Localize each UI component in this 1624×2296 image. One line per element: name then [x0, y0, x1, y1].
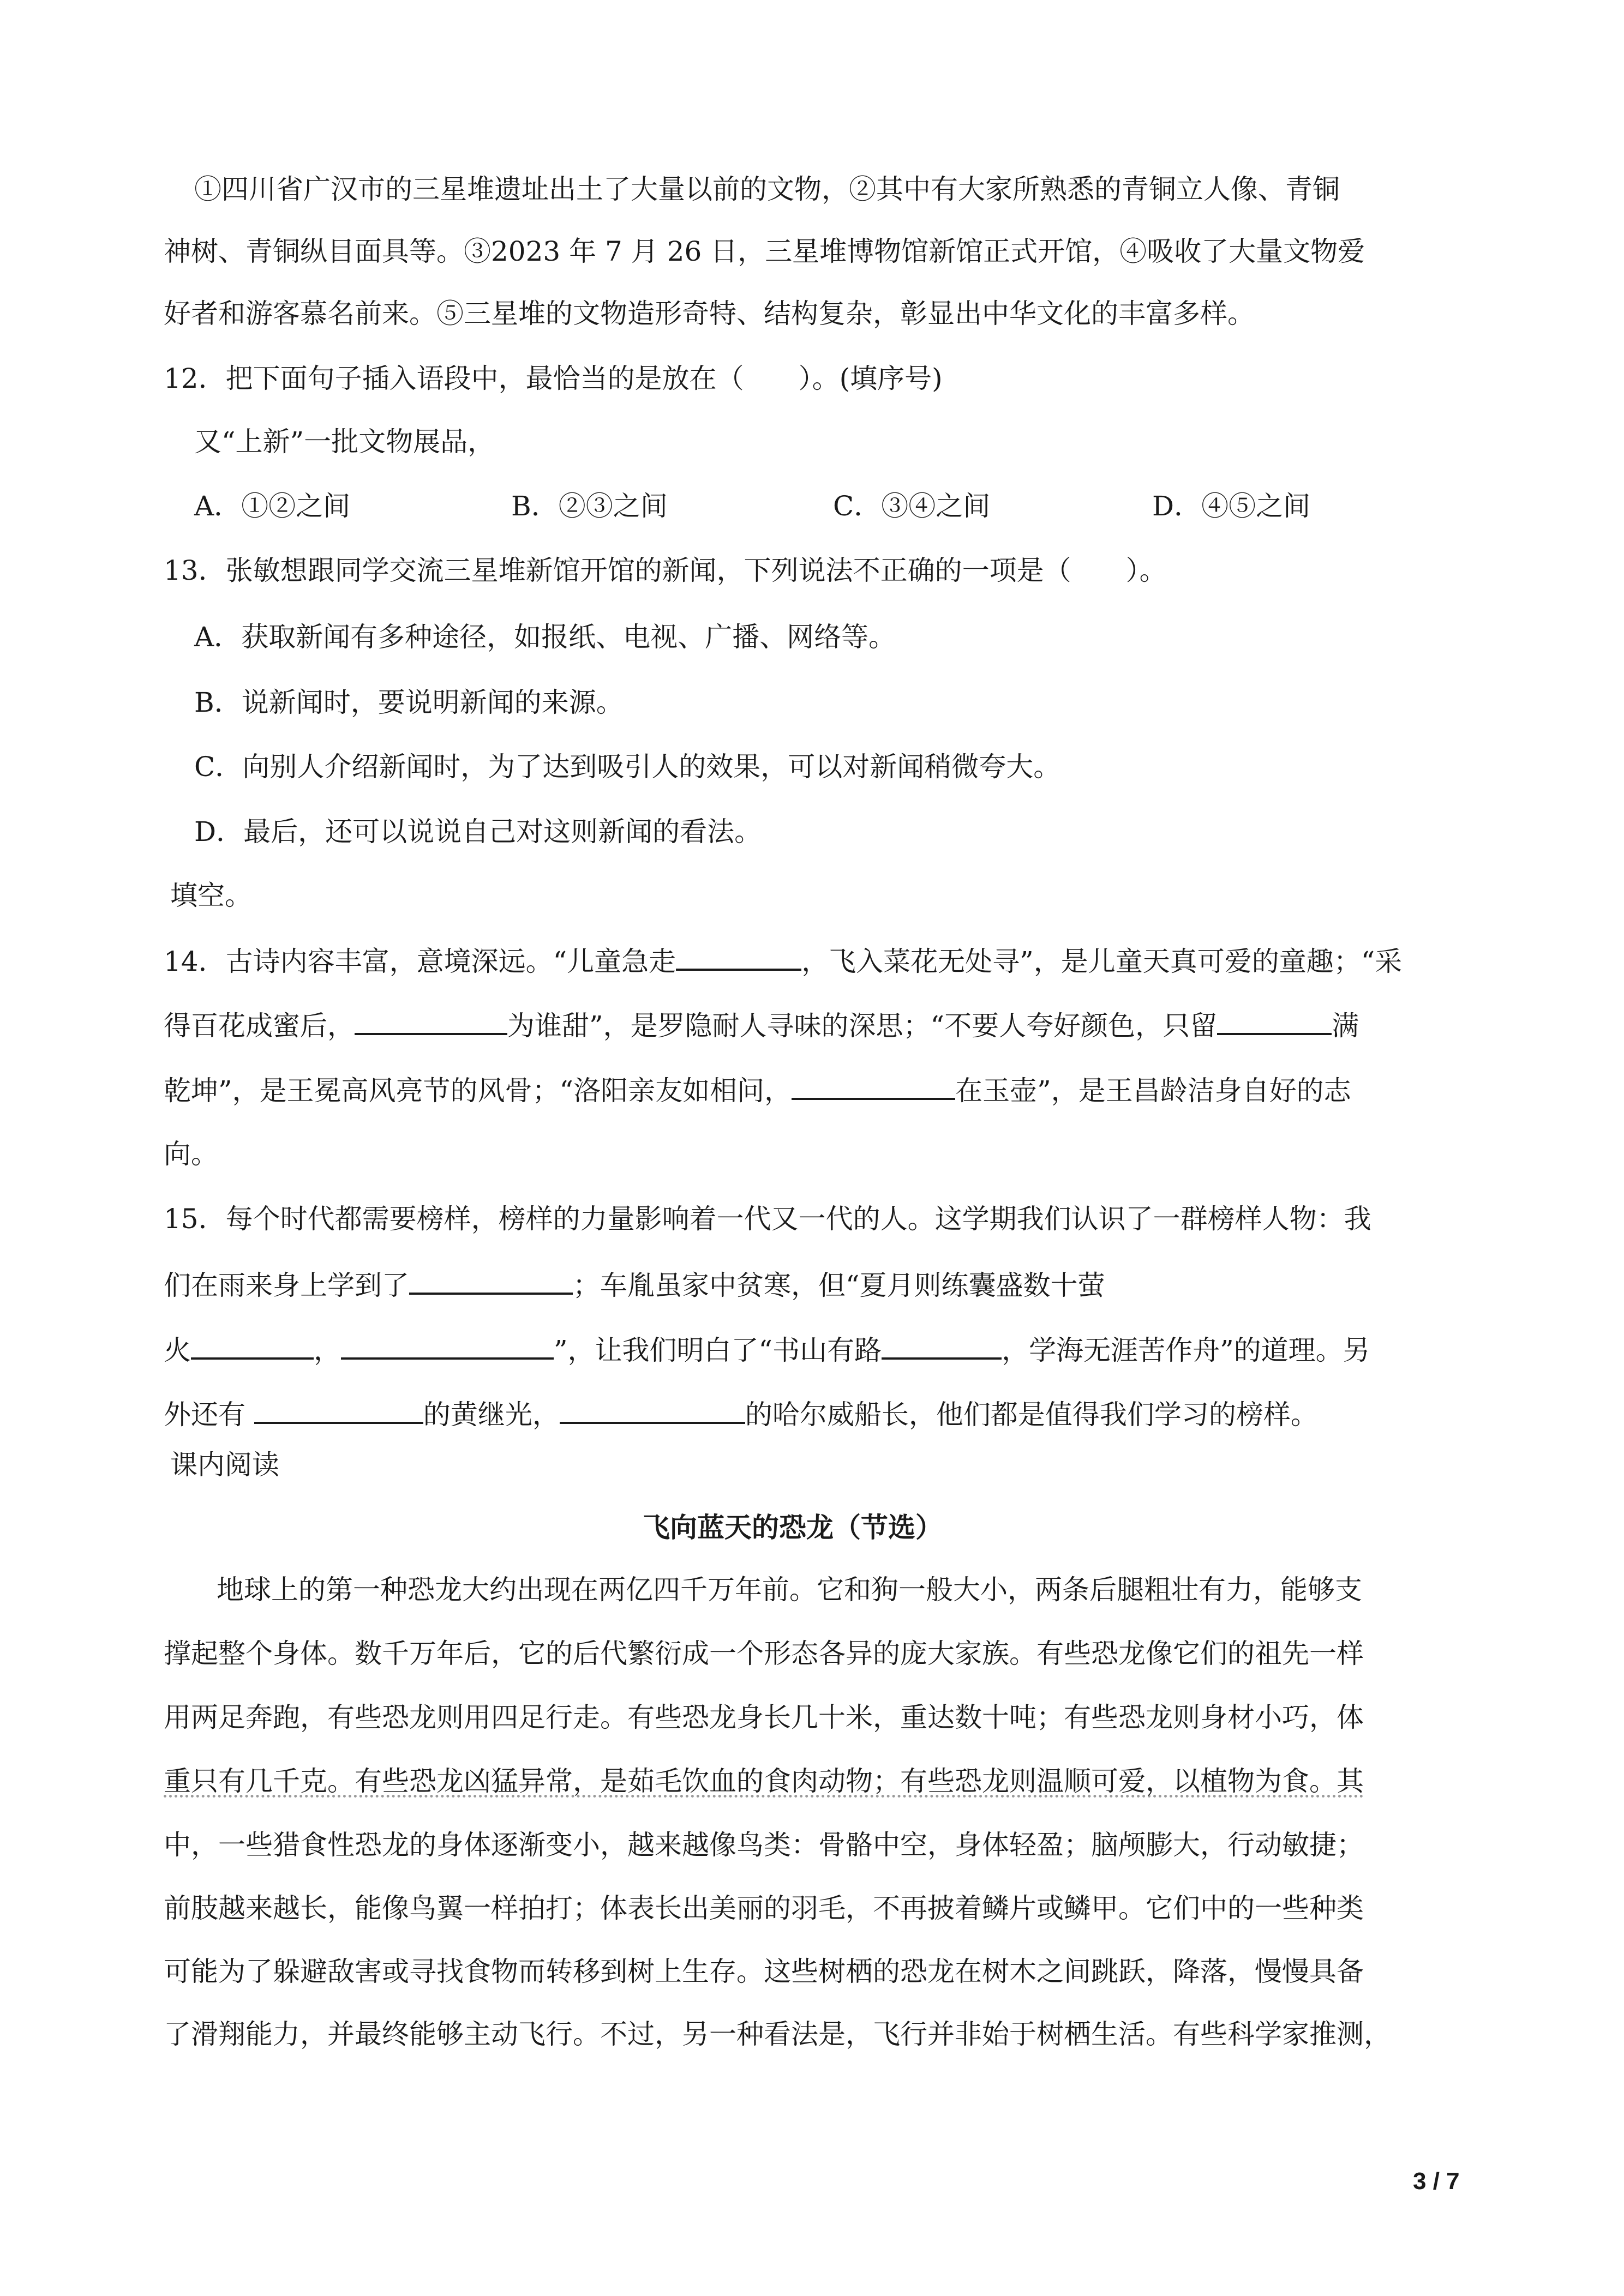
- q14-line-3: [164, 1073, 1351, 1107]
- q15-line-4: [164, 1397, 1318, 1431]
- passage-line-8: 了滑翔能力，并最终能够主动飞行。不过，另一种看法是，飞行并非始于树栖生活。有些科学家推测，: [164, 2018, 1391, 2050]
- q15-text-2b: ；车胤虽家中贫寒，但“夏月则练囊盛数十萤: [573, 1270, 1105, 1301]
- q15-text-3a: 火: [164, 1335, 191, 1366]
- q15-text-2a: 们在雨来身上学到了: [164, 1270, 409, 1301]
- section-reading-heading: 课内阅读: [170, 1449, 279, 1481]
- q15-blank-6[interactable]: [560, 1397, 745, 1424]
- q14-blank-3[interactable]: [1217, 1008, 1332, 1035]
- q15-blank-2[interactable]: [191, 1332, 314, 1360]
- q15-text-3c: ”，让我们明白了“书山有路: [554, 1335, 882, 1366]
- q14-text-2b: 为谁甜”，是罗隐耐人寻味的深思；“不要人夸好颜色，只留: [507, 1010, 1218, 1042]
- q14-text-1b: ，飞入菜花无处寻”，是儿童天真可爱的童趣；“采: [801, 946, 1403, 977]
- intro-line-1: ①四川省广汉市的三星堆遗址出土了大量以前的文物，②其中有大家所熟悉的青铜立人像、青铜: [194, 173, 1340, 205]
- q15-line-2: [164, 1267, 1105, 1302]
- page-number: 3 / 7: [1413, 2168, 1460, 2195]
- passage-line-2: 撑起整个身体。数千万年后，它的后代繁衍成一个形态各异的庞大家族。有些恐龙像它们的祖先一样: [164, 1638, 1364, 1669]
- q15-blank-4[interactable]: [882, 1332, 1002, 1360]
- q13-option-b[interactable]: B．说新闻时，要说明新闻的来源。: [194, 687, 624, 718]
- passage-line-5: 中，一些猎食性恐龙的身体逐渐变小，越来越像鸟类：骨骼中空，身体轻盈；脑颅膨大，行动敏捷；: [164, 1829, 1364, 1861]
- q14-line-4: 向。: [164, 1138, 218, 1170]
- q14-text-2a: 得百花成蜜后，: [164, 1010, 355, 1042]
- q13-option-a[interactable]: A．获取新闻有多种途径，如报纸、电视、广播、网络等。: [194, 621, 896, 653]
- passage-line-4: 重只有几千克。有些恐龙凶猛异常，是茹毛饮血的食肉动物；有些恐龙则温顺可爱，以植物为食。其: [164, 1765, 1364, 1797]
- q13-stem: 13．张敏想跟同学交流三星堆新馆开馆的新闻，下列说法不正确的一项是（ ）。: [164, 555, 1167, 586]
- q12-option-a[interactable]: A．①②之间: [194, 490, 351, 522]
- q13-option-d[interactable]: D．最后，还可以说说自己对这则新闻的看法。: [194, 816, 762, 848]
- section-fill-heading: 填空。: [170, 880, 252, 911]
- q15-text-3d: ，学海无涯苦作舟”的道理。另: [1002, 1335, 1370, 1366]
- q12-stem: 12．把下面句子插入语段中，最恰当的是放在（ ）。(填序号): [164, 363, 943, 394]
- q15-line-3: [164, 1332, 1370, 1367]
- q15-text-4b: 的黄继光，: [423, 1399, 560, 1431]
- q14-text-3b: 在玉壶”，是王昌龄洁身自好的志: [955, 1075, 1351, 1107]
- q14-text-3a: 乾坤”，是王冕高风亮节的风骨；“洛阳亲友如相问，: [164, 1075, 792, 1107]
- q15-blank-3[interactable]: [341, 1332, 554, 1360]
- q15-text-3b: ，: [314, 1335, 341, 1366]
- q12-option-c[interactable]: C．③④之间: [833, 490, 991, 522]
- passage-line-6: 前肢越来越长，能像鸟翼一样拍打；体表长出美丽的羽毛，不再披着鳞片或鳞甲。它们中的一些种类: [164, 1892, 1364, 1924]
- passage-line-7: 可能为了躲避敌害或寻找食物而转移到树上生存。这些树栖的恐龙在树木之间跳跃，降落，慢慢具备: [164, 1956, 1364, 1987]
- passage-title: 飞向蓝天的恐龙（节选）: [643, 1511, 943, 1543]
- q15-text-4c: 的哈尔威船长，他们都是值得我们学习的榜样。: [745, 1399, 1318, 1431]
- q14-blank-4[interactable]: [792, 1073, 955, 1100]
- passage-line-1: 地球上的第一种恐龙大约出现在两亿四千万年前。它和狗一般大小，两条后腿粗壮有力，能够支: [217, 1574, 1362, 1606]
- q14-line-2: [164, 1008, 1359, 1042]
- q14-blank-1[interactable]: [676, 943, 801, 971]
- q12-option-b[interactable]: B．②③之间: [511, 490, 668, 522]
- q14-text-1a: 14．古诗内容丰富，意境深远。“儿童急走: [164, 946, 676, 977]
- q14-line-1: [164, 943, 1402, 978]
- q14-blank-2[interactable]: [355, 1008, 507, 1035]
- q13-option-c[interactable]: C．向别人介绍新闻时，为了达到吸引人的效果，可以对新闻稍微夸大。: [194, 751, 1061, 783]
- q12-option-d[interactable]: D．④⑤之间: [1152, 490, 1311, 522]
- q15-line-1: 15．每个时代都需要榜样，榜样的力量影响着一代又一代的人。这学期我们认识了一群榜样人物：我: [164, 1203, 1371, 1235]
- passage-line-3: 用两足奔跑，有些恐龙则用四足行走。有些恐龙身长几十米，重达数十吨；有些恐龙则身材小巧，体: [164, 1702, 1364, 1733]
- q14-text-2c: 满: [1332, 1010, 1359, 1042]
- intro-line-3: 好者和游客慕名前来。⑤三星堆的文物造形奇特、结构复杂，彰显出中华文化的丰富多样。: [164, 298, 1255, 329]
- q12-sentence: 又“上新”一批文物展品，: [194, 426, 495, 458]
- q15-blank-1[interactable]: [409, 1267, 573, 1295]
- q15-text-4a: 外还有: [164, 1399, 254, 1431]
- intro-line-2: 神树、青铜纵目面具等。③2023 年 7 月 26 日，三星堆博物馆新馆正式开馆，④吸收了大量文物爱: [164, 236, 1365, 267]
- q15-blank-5[interactable]: [254, 1397, 423, 1424]
